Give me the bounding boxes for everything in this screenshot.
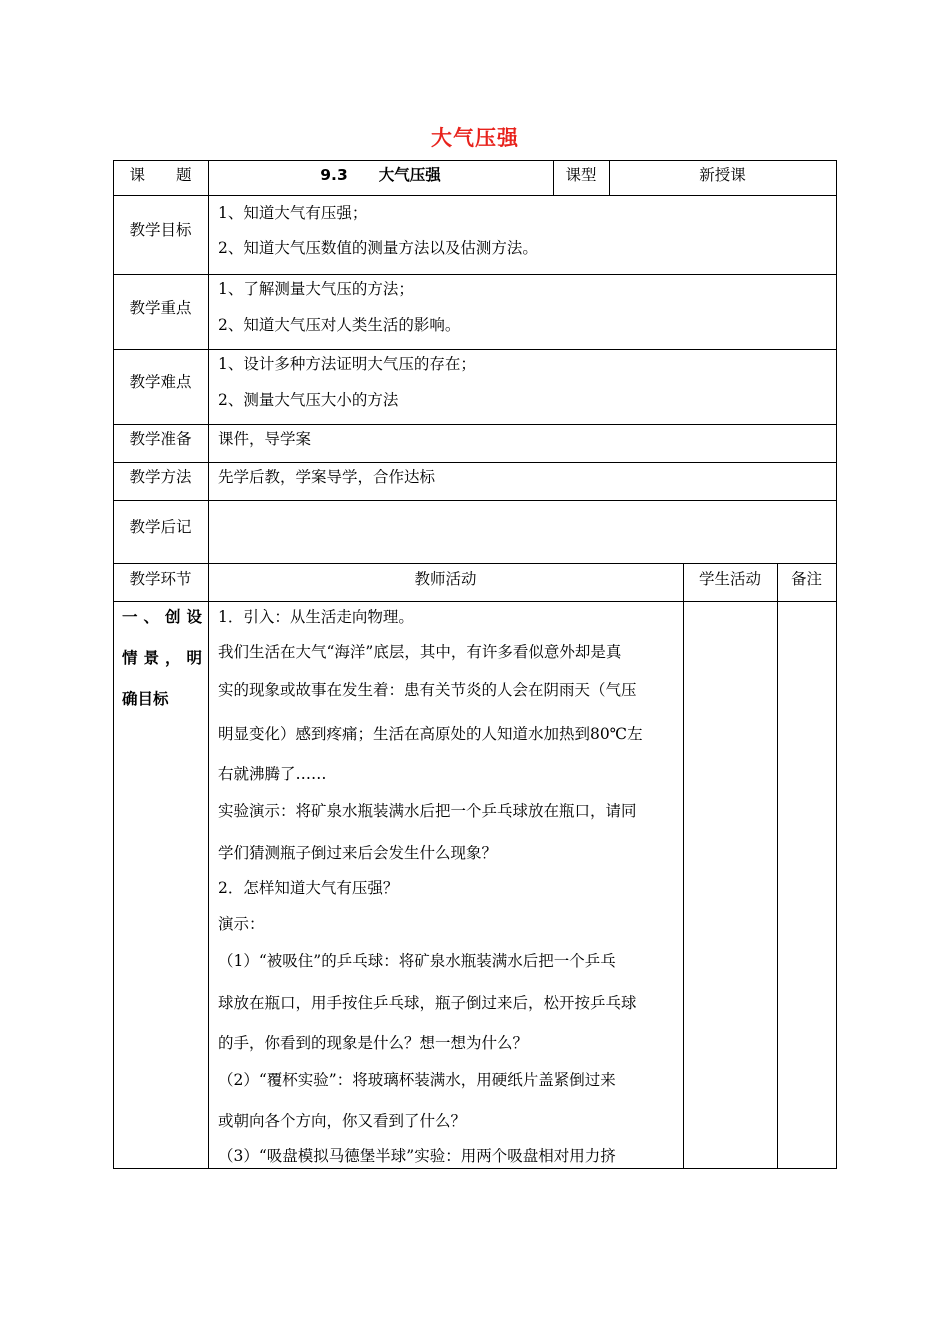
stage-label-line: 一、创设 [122,608,209,626]
focus-item: 1、了解测量大气压的方法； [218,280,414,298]
row-divider [113,500,837,501]
table-border-bottom [113,1168,837,1169]
difficulty-item: 1、设计多种方法证明大气压的存在； [218,355,476,373]
difficulty-label: 教学难点 [129,373,192,391]
type-value: 新授课 [699,166,746,184]
table-border-right [836,160,837,1169]
method-value: 先学后教，学案导学，合作达标 [218,468,436,486]
teacher-activity-line: 我们生活在大气“海洋”底层，其中，有许多看似意外却是真 [218,643,622,661]
student-column-divider [683,563,684,1169]
teacher-activity-line: 的手，你看到的现象是什么？想一想为什么？ [218,1034,529,1052]
teacher-activity-line: 或朝向各个方向，你又看到了什么？ [218,1112,467,1130]
document-title: 大气压强 [431,126,519,150]
row-divider [113,424,837,425]
stage-column-header: 教学环节 [129,570,192,588]
difficulty-item: 2、测量大气压大小的方法 [218,391,399,409]
row-divider [113,274,837,275]
teacher-activity-line: 学们猜测瓶子倒过来后会发生什么现象？ [218,844,498,862]
teacher-activity-line: 明显变化）感到疼痛；生活在高原处的人知道水加热到80℃左 [218,725,643,743]
label-column-divider [208,160,209,1169]
teacher-activity-line: 演示： [218,915,265,933]
goals-label: 教学目标 [129,221,192,239]
method-label: 教学方法 [129,468,192,486]
topic-label: 课 题 [129,166,192,184]
stage-label-line: 确目标 [122,690,169,708]
teacher-activity-line: 实的现象或故事在发生着：患有关节炎的人会在阴雨天（气压 [218,681,637,699]
teacher-activity-line: （1）“被吸住”的乒乓球：将矿泉水瓶装满水后把一个乒乓 [218,952,616,970]
row-divider [113,563,837,564]
row-divider [113,349,837,350]
focus-label: 教学重点 [129,299,192,317]
teacher-activity-line: 球放在瓶口，用手按住乒乓球，瓶子倒过来后，松开按乒乓球 [218,994,637,1012]
row-divider [113,601,837,602]
row-divider [113,195,837,196]
goal-item: 2、知道大气压数值的测量方法以及估测方法。 [218,239,538,257]
goal-item: 1、知道大气有压强； [218,204,368,222]
teacher-column-header: 教师活动 [414,570,477,588]
notes-label: 教学后记 [129,518,192,536]
stage-label-line: 情景，明 [122,649,209,667]
focus-item: 2、知道大气压对人类生活的影响。 [218,316,461,334]
remark-column-header: 备注 [790,570,822,588]
teacher-activity-line: 2．怎样知道大气有压强？ [218,879,399,897]
remark-column-divider [777,563,778,1169]
teacher-activity-line: 右就沸腾了…… [218,765,327,783]
table-border-top [113,160,837,161]
teacher-activity-line: 实验演示：将矿泉水瓶装满水后把一个乒乓球放在瓶口，请同 [218,802,637,820]
student-column-header: 学生活动 [698,570,761,588]
row-divider [113,462,837,463]
teacher-activity-line: （3）“吸盘模拟马德堡半球”实验：用两个吸盘相对用力挤 [218,1147,616,1165]
type-label: 课型 [565,166,597,184]
prep-label: 教学准备 [129,430,192,448]
teacher-activity-line: （2）“覆杯实验”：将玻璃杯装满水，用硬纸片盖紧倒过来 [218,1071,616,1089]
prep-value: 课件，导学案 [218,430,312,448]
teacher-activity-line: 1．引入：从生活走向物理。 [218,608,414,626]
topic-value: 9.3 大气压强 [320,166,441,184]
